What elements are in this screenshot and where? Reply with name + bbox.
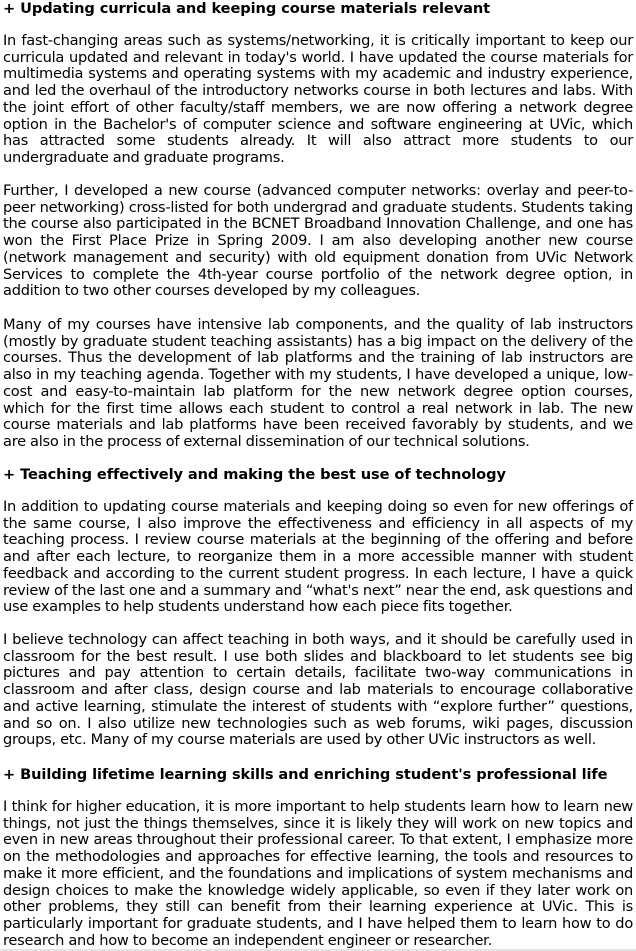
- section-heading-curricula: + Updating curricula and keeping course materials relevant: [3, 0, 491, 17]
- paragraph-lifetime-learning-1: I think for higher education, it is more important to help students learn how to learn new things, not just the things themselves, since it is likely they will work on new topics and even in new areas throughout their professional career. To that extent, I emphasize more on the methodologies and approaches for effective learning, the tools and resources to make it more efficient, and the foundations and implications of system mechanisms and design choices to make the knowledge widely applicable, so even if they later work on other problems, they still can benefit from their learning experience at UVic. This is particularly important for graduate students, and I have helped them to learn how to do research and how to become an independent engineer or researcher.: [3, 798, 633, 949]
- paragraph-teaching-1: In addition to updating course materials and keeping doing so even for new offerings of the same course, I also improve the effectiveness and efficiency in all aspects of my teaching process. I review course materials at the beginning of the offering and before and after each lecture, to reorganize them in a more accessible manner with student feedback and according to the current student progress. In each lecture, I have a quick review of the last one and a summary and “what's next” near the end, ask questions and use examples to help students understand how each piece fits together.: [3, 498, 633, 616]
- section-heading-lifetime-learning: + Building lifetime learning skills and enriching student's professional life: [3, 766, 608, 783]
- section-heading-teaching: + Teaching effectively and making the best use of technology: [3, 466, 506, 483]
- paragraph-curricula-1: In fast-changing areas such as systems/networking, it is critically important to keep our curricula updated and relevant in today's world. I have updated the course materials for multimedia systems and operating systems with my academic and industry experience, and led the overhaul of the introductory networks course in both lectures and labs. With the joint effort of other faculty/staff members, we are now offering a network degree option in the Bachelor's of computer science and software engineering at UVic, which has attracted some students already. It will also attract more students to our undergraduate and graduate programs.: [3, 32, 633, 166]
- paragraph-curricula-2: Further, I developed a new course (advanced computer networks: overlay and peer-to-peer networking) cross-listed for both undergrad and graduate students. Students taking the course also participated in the BCNET Broadband Innovation Challenge, and one has won the First Place Prize in Spring 2009. I am also developing another new course (network management and security) with old equipment donation from UVic Network Services to complete the 4th-year course portfolio of the network degree option, in addition to two other courses developed by my colleagues.: [3, 182, 633, 300]
- paragraph-teaching-2: I believe technology can affect teaching in both ways, and it should be carefully used in classroom for the best result. I use both slides and blackboard to let students see big pictures and pay attention to certain details, facilitate two-way communications in classroom and after class, design course and lab materials to encourage collaborative and active learning, stimulate the interest of students with “explore further” questions, and so on. I also utilize new technologies such as web forums, wiki pages, discussion groups, etc. Many of my course materials are used by other UVic instructors as well.: [3, 631, 633, 749]
- paragraph-curricula-3: Many of my courses have intensive lab components, and the quality of lab instructors (mostly by graduate student teaching assistants) has a big impact on the delivery of the courses. Thus the development of lab platforms and the training of lab instructors are also in my teaching agenda. Together with my students, I have developed a unique, low-cost and easy-to-maintain lab platform for the new network degree option courses, which for the first time allows each student to control a real network in lab. The new course materials and lab platforms have been received favorably by students, and we are also in the process of external dissemination of our technical solutions.: [3, 316, 633, 450]
